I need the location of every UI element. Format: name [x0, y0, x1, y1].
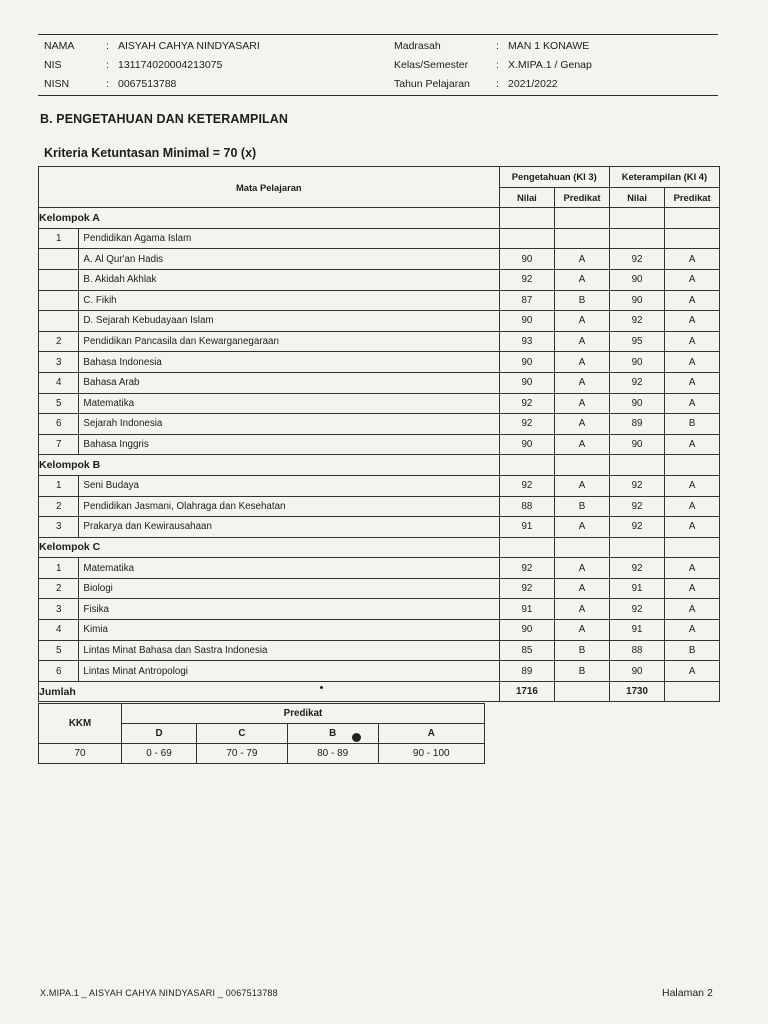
predikat-ki3: A	[555, 558, 610, 579]
header-top-rule	[38, 34, 718, 35]
table-row	[39, 228, 720, 249]
nilai-ki4: 90	[609, 434, 664, 455]
nilai-ki3: 92	[499, 393, 554, 414]
subject-number: 5	[39, 640, 79, 661]
kkm-header: KKM	[39, 704, 122, 744]
footer-left: X.MIPA.1 _ AISYAH CAHYA NINDYASARI _ 0067513788	[40, 988, 278, 998]
subject-number: 2	[39, 496, 79, 517]
page-number: Halaman 2	[662, 987, 713, 999]
range-b: 80 - 89	[287, 744, 378, 764]
table-row	[39, 475, 720, 496]
nilai-ki3: 90	[499, 352, 554, 373]
grades-header-row	[39, 167, 720, 188]
table-row	[39, 352, 720, 373]
table-row	[39, 620, 720, 641]
nilai-ki4: 92	[609, 311, 664, 332]
predikat-ki4: A	[665, 269, 720, 290]
subject-name: B. Akidah Akhlak	[79, 269, 499, 290]
subject-number	[39, 311, 79, 332]
subject-name: Kimia	[79, 620, 499, 641]
empty-cell	[555, 208, 610, 229]
nilai-ki3: 85	[499, 640, 554, 661]
subject-number: 4	[39, 372, 79, 393]
nilai-ki4: 91	[609, 620, 664, 641]
group-name: Kelompok B	[39, 455, 500, 476]
nilai-ki3: 92	[499, 269, 554, 290]
nilai-ki3: 92	[499, 475, 554, 496]
subject-number: 7	[39, 434, 79, 455]
empty-cell	[665, 537, 720, 558]
table-row	[39, 434, 720, 455]
nilai-ki3: 90	[499, 434, 554, 455]
nilai-ki3	[499, 228, 554, 249]
table-row	[39, 269, 720, 290]
subject-name: Pendidikan Pancasila dan Kewarganegaraan	[79, 331, 499, 352]
subject-number: 5	[39, 393, 79, 414]
header-nilai-ki4: Nilai	[609, 187, 664, 208]
kkm-value-row	[39, 744, 485, 764]
nisn-sep: :	[106, 78, 109, 90]
empty-cell	[609, 537, 664, 558]
nilai-ki3: 92	[499, 414, 554, 435]
predikat-ki3: A	[555, 620, 610, 641]
header-keterampilan: Keterampilan (KI 4)	[609, 167, 719, 188]
madrasah-sep: :	[496, 40, 499, 52]
subject-name: Pendidikan Agama Islam	[79, 228, 499, 249]
grades-body	[39, 208, 720, 702]
nilai-ki4: 90	[609, 393, 664, 414]
table-row	[39, 249, 720, 270]
predikat-ki4: A	[665, 578, 720, 599]
nisn-label: NISN	[44, 78, 70, 90]
nilai-ki3: 91	[499, 517, 554, 538]
empty-cell	[665, 681, 720, 702]
range-c: 70 - 79	[197, 744, 288, 764]
subject-name: Biologi	[79, 578, 499, 599]
predikat-ki4: A	[665, 496, 720, 517]
nama-value: AISYAH CAHYA NINDYASARI	[118, 40, 260, 52]
header-mata-pelajaran: Mata Pelajaran	[39, 167, 500, 208]
predikat-ki3: A	[555, 372, 610, 393]
subject-number: 3	[39, 599, 79, 620]
predikat-ki3: A	[555, 475, 610, 496]
nilai-ki4	[609, 228, 664, 249]
nilai-ki3: 89	[499, 661, 554, 682]
predikat-ki4: A	[665, 434, 720, 455]
nilai-ki3: 90	[499, 249, 554, 270]
predikat-ki3: B	[555, 290, 610, 311]
predikat-ki3: A	[555, 269, 610, 290]
subject-number: 3	[39, 352, 79, 373]
table-row	[39, 393, 720, 414]
predikat-ki4: A	[665, 475, 720, 496]
subject-name: Bahasa Inggris	[79, 434, 499, 455]
group-name: Kelompok C	[39, 537, 500, 558]
predikat-ki4: A	[665, 517, 720, 538]
nilai-ki4: 90	[609, 661, 664, 682]
nilai-ki4: 92	[609, 599, 664, 620]
empty-cell	[499, 208, 554, 229]
table-row	[39, 372, 720, 393]
group-row	[39, 455, 720, 476]
group-row	[39, 537, 720, 558]
predikat-ki3: A	[555, 393, 610, 414]
subject-number	[39, 290, 79, 311]
range-a: 90 - 100	[378, 744, 484, 764]
kkm-title: Kriteria Ketuntasan Minimal = 70 (x)	[44, 146, 257, 160]
predikat-ki4: A	[665, 372, 720, 393]
subject-name: Bahasa Indonesia	[79, 352, 499, 373]
subject-name: Pendidikan Jasmani, Olahraga dan Kesehatan	[79, 496, 499, 517]
jumlah-ki3: 1716	[499, 681, 554, 702]
nilai-ki3: 91	[499, 599, 554, 620]
predikat-ki4: B	[665, 414, 720, 435]
empty-cell	[499, 455, 554, 476]
nilai-ki4: 92	[609, 372, 664, 393]
table-row	[39, 496, 720, 517]
nilai-ki4: 90	[609, 269, 664, 290]
predikat-ki4: A	[665, 331, 720, 352]
header-predikat-ki4: Predikat	[665, 187, 720, 208]
nilai-ki3: 93	[499, 331, 554, 352]
grade-b: B	[287, 724, 378, 744]
subject-number: 4	[39, 620, 79, 641]
subject-number: 2	[39, 578, 79, 599]
empty-cell	[555, 537, 610, 558]
tahun-sep: :	[496, 78, 499, 90]
subject-number	[39, 269, 79, 290]
predikat-ki4	[665, 228, 720, 249]
subject-name: Matematika	[79, 393, 499, 414]
nilai-ki4: 91	[609, 578, 664, 599]
empty-cell	[609, 455, 664, 476]
subject-name: Bahasa Arab	[79, 372, 499, 393]
subject-number	[39, 249, 79, 270]
nilai-ki4: 88	[609, 640, 664, 661]
kkm-header-row	[39, 704, 485, 724]
table-row	[39, 558, 720, 579]
section-title: B. PENGETAHUAN DAN KETERAMPILAN	[40, 112, 289, 126]
subject-number: 6	[39, 661, 79, 682]
nis-sep: :	[106, 59, 109, 71]
predikat-ki4: A	[665, 249, 720, 270]
table-row	[39, 640, 720, 661]
madrasah-value: MAN 1 KONAWE	[508, 40, 590, 52]
subject-name: A. Al Qur'an Hadis	[79, 249, 499, 270]
table-row	[39, 311, 720, 332]
predikat-ki3: A	[555, 311, 610, 332]
predikat-header: Predikat	[122, 704, 485, 724]
range-d: 0 - 69	[122, 744, 197, 764]
subject-name: Lintas Minat Bahasa dan Sastra Indonesia	[79, 640, 499, 661]
predikat-ki3: A	[555, 434, 610, 455]
nilai-ki3: 90	[499, 620, 554, 641]
subject-number: 2	[39, 331, 79, 352]
jumlah-label: Jumlah	[39, 681, 500, 702]
subject-number: 1	[39, 558, 79, 579]
subject-name: Sejarah Indonesia	[79, 414, 499, 435]
nilai-ki4: 92	[609, 496, 664, 517]
table-row	[39, 331, 720, 352]
tahun-value: 2021/2022	[508, 78, 558, 90]
subject-name: Fisika	[79, 599, 499, 620]
empty-cell	[609, 208, 664, 229]
nilai-ki4: 92	[609, 249, 664, 270]
predikat-ki3: B	[555, 640, 610, 661]
subject-name: Prakarya dan Kewirausahaan	[79, 517, 499, 538]
kkm-table	[38, 703, 485, 764]
table-row	[39, 599, 720, 620]
grade-c: C	[197, 724, 288, 744]
group-name: Kelompok A	[39, 208, 500, 229]
subject-name: Matematika	[79, 558, 499, 579]
nilai-ki4: 92	[609, 558, 664, 579]
predikat-ki3: A	[555, 414, 610, 435]
nama-label: NAMA	[44, 40, 75, 52]
nilai-ki4: 92	[609, 475, 664, 496]
subject-name: Lintas Minat Antropologi	[79, 661, 499, 682]
predikat-ki3: A	[555, 249, 610, 270]
grade-a: A	[378, 724, 484, 744]
kelas-label: Kelas/Semester	[394, 59, 469, 71]
table-row	[39, 414, 720, 435]
header-pengetahuan: Pengetahuan (KI 3)	[499, 167, 609, 188]
predikat-ki4: A	[665, 661, 720, 682]
predikat-ki3: A	[555, 331, 610, 352]
table-row	[39, 661, 720, 682]
predikat-ki3	[555, 228, 610, 249]
nilai-ki3: 90	[499, 311, 554, 332]
predikat-ki4: B	[665, 640, 720, 661]
predikat-ki4: A	[665, 620, 720, 641]
empty-cell	[665, 208, 720, 229]
jumlah-row	[39, 681, 720, 702]
nilai-ki3: 92	[499, 558, 554, 579]
table-row	[39, 290, 720, 311]
predikat-ki3: A	[555, 599, 610, 620]
predikat-ki3: A	[555, 517, 610, 538]
predikat-ki3: A	[555, 352, 610, 373]
subject-name: Seni Budaya	[79, 475, 499, 496]
jumlah-ki4: 1730	[609, 681, 664, 702]
subject-name: C. Fikih	[79, 290, 499, 311]
header-nilai-ki3: Nilai	[499, 187, 554, 208]
nis-label: NIS	[44, 59, 62, 71]
header-predikat-ki3: Predikat	[555, 187, 610, 208]
kelas-sep: :	[496, 59, 499, 71]
tahun-label: Tahun Pelajaran	[394, 78, 470, 90]
predikat-ki4: A	[665, 599, 720, 620]
group-row	[39, 208, 720, 229]
empty-cell	[665, 455, 720, 476]
subject-number: 1	[39, 475, 79, 496]
predikat-ki4: A	[665, 290, 720, 311]
kkm-value: 70	[39, 744, 122, 764]
empty-cell	[555, 455, 610, 476]
ink-dot	[320, 686, 323, 689]
empty-cell	[499, 537, 554, 558]
table-row	[39, 517, 720, 538]
predikat-ki4: A	[665, 393, 720, 414]
table-row	[39, 578, 720, 599]
predikat-ki4: A	[665, 558, 720, 579]
predikat-ki4: A	[665, 352, 720, 373]
subject-name: D. Sejarah Kebudayaan Islam	[79, 311, 499, 332]
nilai-ki3: 88	[499, 496, 554, 517]
nilai-ki4: 92	[609, 517, 664, 538]
madrasah-label: Madrasah	[394, 40, 441, 52]
nilai-ki3: 87	[499, 290, 554, 311]
subject-number: 3	[39, 517, 79, 538]
kelas-value: X.MIPA.1 / Genap	[508, 59, 592, 71]
nilai-ki4: 89	[609, 414, 664, 435]
empty-cell	[555, 681, 610, 702]
grades-table	[38, 166, 720, 702]
predikat-ki3: A	[555, 578, 610, 599]
nilai-ki3: 92	[499, 578, 554, 599]
ink-blot	[352, 733, 361, 742]
nilai-ki4: 90	[609, 352, 664, 373]
subject-number: 6	[39, 414, 79, 435]
predikat-ki4: A	[665, 311, 720, 332]
grade-d: D	[122, 724, 197, 744]
nilai-ki4: 95	[609, 331, 664, 352]
nilai-ki4: 90	[609, 290, 664, 311]
nilai-ki3: 90	[499, 372, 554, 393]
subject-number: 1	[39, 228, 79, 249]
predikat-ki3: B	[555, 661, 610, 682]
nis-value: 131174020004213075	[118, 59, 223, 71]
header-bottom-rule	[38, 95, 718, 96]
nama-sep: :	[106, 40, 109, 52]
predikat-ki3: B	[555, 496, 610, 517]
nisn-value: 0067513788	[118, 78, 177, 90]
